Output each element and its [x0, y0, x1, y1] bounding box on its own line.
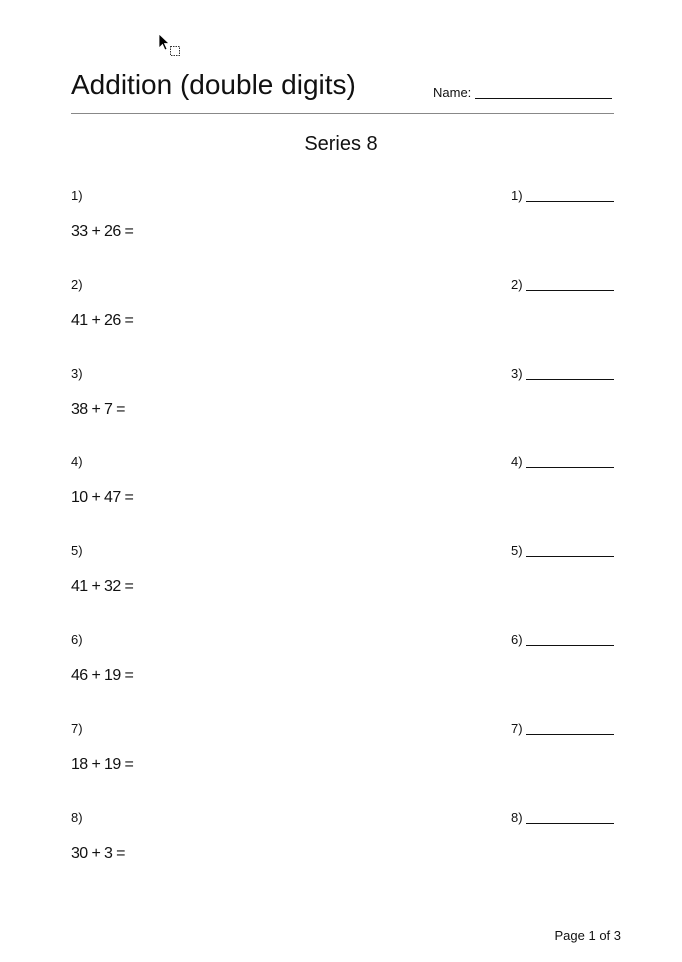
- answer-blank-line: [526, 555, 614, 557]
- problem-item: [0, 454, 682, 534]
- problem-item: [0, 277, 682, 357]
- answer-blank-line: [526, 200, 614, 202]
- problem-item: [0, 366, 682, 446]
- answer-blank-line: [526, 378, 614, 380]
- problem-expression: 18 + 19 =: [71, 756, 134, 773]
- problem-expression: 41 + 32 =: [71, 578, 134, 595]
- answer-number: 6): [511, 632, 523, 647]
- problem-number: 1): [71, 188, 83, 203]
- answer-blank-line: [526, 466, 614, 468]
- answer-blank-line: [526, 822, 614, 824]
- problem-item: [0, 188, 682, 268]
- problem-expression: 41 + 26 =: [71, 312, 134, 329]
- page-indicator: Page 1 of 3: [554, 928, 621, 943]
- answer-slot: [511, 721, 614, 737]
- answer-number: 4): [511, 454, 523, 469]
- problem-number: 6): [71, 632, 83, 647]
- problem-expression: 30 + 3 =: [71, 845, 125, 862]
- answer-slot: [511, 188, 614, 204]
- answer-slot: [511, 810, 614, 826]
- problem-expression: 46 + 19 =: [71, 667, 134, 684]
- answer-blank-line: [526, 644, 614, 646]
- answer-number: 1): [511, 188, 523, 203]
- answer-number: 3): [511, 366, 523, 381]
- problem-number: 4): [71, 454, 83, 469]
- answer-number: 5): [511, 543, 523, 558]
- problem-item: [0, 721, 682, 801]
- answer-slot: [511, 366, 614, 382]
- answer-slot: [511, 277, 614, 293]
- problem-number: 8): [71, 810, 83, 825]
- answer-number: 2): [511, 277, 523, 292]
- problem-expression: 10 + 47 =: [71, 489, 134, 506]
- problem-expression: 38 + 7 =: [71, 401, 125, 418]
- problem-expression: 33 + 26 =: [71, 223, 134, 240]
- problem-item: [0, 810, 682, 890]
- answer-blank-line: [526, 733, 614, 735]
- answer-blank-line: [526, 289, 614, 291]
- problem-item: [0, 632, 682, 712]
- problem-number: 3): [71, 366, 83, 381]
- answer-number: 8): [511, 810, 523, 825]
- worksheet-title: Addition (double digits): [71, 69, 356, 100]
- series-heading: Series 8: [304, 133, 378, 155]
- problem-item: [0, 543, 682, 623]
- problem-number: 5): [71, 543, 83, 558]
- answer-slot: [511, 632, 614, 648]
- answer-number: 7): [511, 721, 523, 736]
- name-label: Name:: [433, 85, 472, 100]
- answer-slot: [511, 454, 614, 470]
- problem-number: 2): [71, 277, 83, 292]
- problem-number: 7): [71, 721, 83, 736]
- answer-slot: [511, 543, 614, 559]
